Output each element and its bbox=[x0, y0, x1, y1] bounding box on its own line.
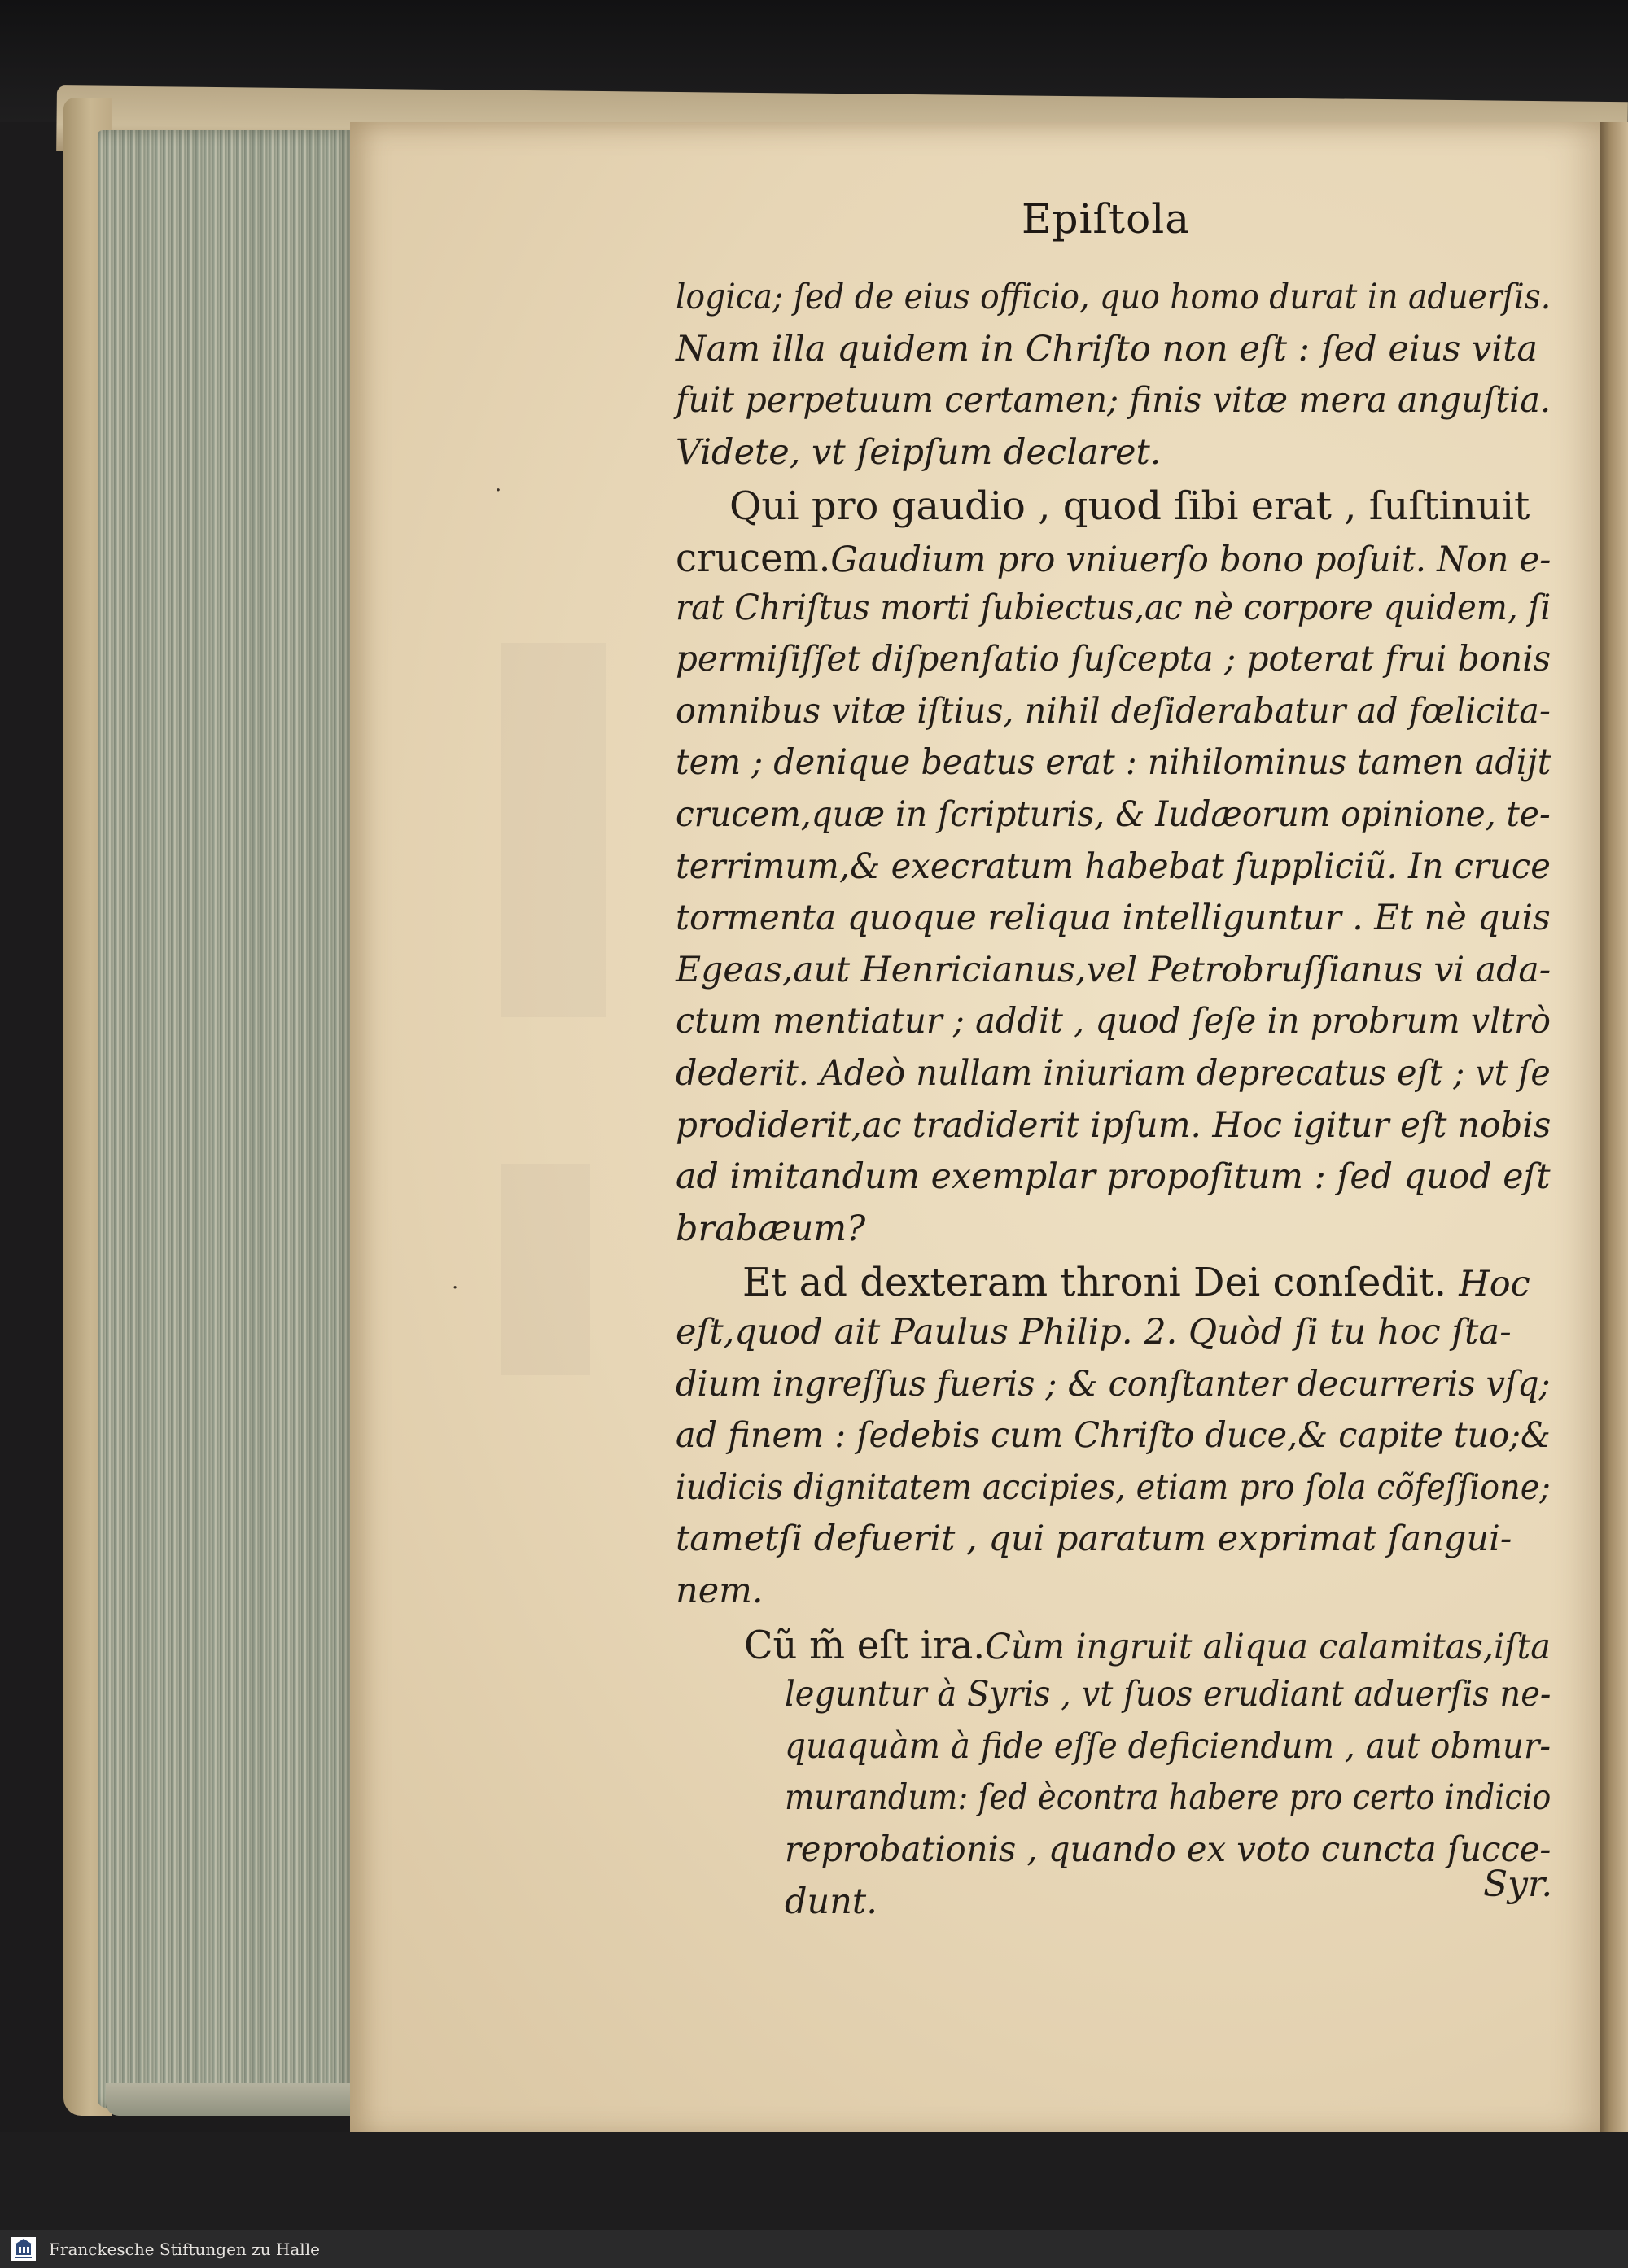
bleed-through-marginalia bbox=[501, 1164, 590, 1375]
commentary-text: tametſi defuerit , qui paratum exprimat ſangui- bbox=[676, 1519, 1512, 1560]
lemma-text: Cũ m̃ eſt ira. bbox=[744, 1622, 986, 1668]
commentary-text: iudicis dignitatem accipies, etiam pro ſola cõfeſſione; bbox=[676, 1466, 1551, 1508]
text-line bbox=[785, 1674, 1551, 1715]
text-line bbox=[676, 1053, 1551, 1094]
commentary-text: dunt. bbox=[785, 1881, 877, 1922]
commentary-text: dium ingreſſus fueris ; & conſtanter decurreris vſq; bbox=[676, 1363, 1551, 1405]
commentary-text: brabæum? bbox=[676, 1208, 866, 1249]
commentary-text: Videte, vt ſeipſum declaret. bbox=[676, 431, 1162, 473]
text-line bbox=[676, 1105, 1551, 1146]
commentary-text: fuit perpetuum certamen; finis vitæ mera anguſtia. bbox=[676, 380, 1551, 422]
text-line bbox=[785, 1777, 1551, 1818]
bleed-through-marginalia bbox=[501, 643, 606, 1017]
text-line bbox=[676, 1571, 764, 1611]
text-line bbox=[676, 691, 1551, 732]
text-line bbox=[676, 1312, 1512, 1352]
text-line bbox=[676, 1156, 1551, 1197]
text-line bbox=[676, 1001, 1551, 1042]
commentary-text: tormenta quoque reliqua intelliguntur . Et nè quis bbox=[676, 898, 1551, 939]
text-line bbox=[676, 639, 1551, 680]
footer-institution-name: Franckesche Stiftungen zu Halle bbox=[49, 2239, 320, 2259]
commentary-text: dederit. Adeò nullam iniuriam deprecatus eſt ; vt ſe bbox=[676, 1053, 1551, 1094]
text-line bbox=[742, 1260, 1530, 1305]
text-line bbox=[785, 1726, 1551, 1767]
text-line bbox=[676, 1467, 1551, 1508]
text-line bbox=[676, 846, 1551, 887]
commentary-text: reprobationis , quando ex voto cuncta ſucce- bbox=[785, 1829, 1551, 1870]
text-line bbox=[676, 1364, 1551, 1405]
text-line bbox=[676, 898, 1551, 938]
text-line bbox=[676, 432, 1161, 473]
text-line bbox=[676, 588, 1551, 628]
backdrop-bottom bbox=[0, 2132, 1628, 2230]
commentary-text: eſt,quod ait Paulus Philip. 2. Quòd ſi tu hoc ſta- bbox=[676, 1312, 1512, 1352]
lemma-text: Qui pro gaudio , quod ſibi erat , ſuſtinuit bbox=[729, 483, 1530, 530]
commentary-text: Hoc bbox=[1459, 1264, 1530, 1305]
commentary-text: leguntur à Syris , vt ſuos erudiant aduerſis ne- bbox=[785, 1674, 1551, 1715]
commentary-text: tem ; denique beatus erat : nihilominus tamen adijt bbox=[676, 742, 1551, 784]
text-line bbox=[744, 1623, 1551, 1668]
text-line bbox=[676, 1208, 865, 1249]
commentary-text: Egeas,aut Henricianus,vel Petrobruſſianus vi ada- bbox=[676, 949, 1551, 990]
commentary-text: Nam illa quidem in Chriſto non eſt : ſed eius vita bbox=[676, 328, 1538, 369]
commentary-text: prodiderit,ac tradiderit ipſum. Hoc igitur eſt nobis bbox=[676, 1104, 1551, 1146]
stray-mark: · bbox=[495, 479, 502, 503]
text-line bbox=[676, 1415, 1551, 1456]
text-line bbox=[676, 1519, 1512, 1559]
stray-mark: · bbox=[452, 1276, 459, 1300]
text-line bbox=[785, 1881, 877, 1922]
text-line bbox=[676, 950, 1551, 990]
text-line bbox=[729, 483, 1530, 529]
footer-bar bbox=[0, 2230, 1628, 2268]
commentary-text: ctum mentiatur ; addit , quod ſeſe in probrum vltrò bbox=[676, 1001, 1551, 1042]
commentary-text: omnibus vitæ iſtius, nihil deſiderabatur ad fœlicita- bbox=[676, 690, 1551, 732]
commentary-text: quaquàm à fide eſſe deficiendum , aut obmur- bbox=[785, 1725, 1551, 1767]
lemma-text: crucem. bbox=[676, 535, 831, 581]
lemma-text: Et ad dexteram throni Dei conſedit. bbox=[742, 1260, 1460, 1306]
page-edge-stack bbox=[98, 130, 358, 2108]
commentary-text: murandum: ſed ècontra habere pro certo indicio bbox=[785, 1777, 1551, 1819]
text-line bbox=[676, 329, 1538, 369]
franckesche-stiftungen-logo-icon bbox=[10, 2235, 37, 2263]
text-line bbox=[676, 742, 1551, 783]
commentary-text: terrimum,& execratum habebat ſuppliciũ. In cruce bbox=[676, 846, 1551, 887]
commentary-text: rat Chriſtus morti ſubiectus,ac nè corpore quidem, ſi bbox=[676, 587, 1551, 628]
catchword: Syr. bbox=[1483, 1864, 1553, 1905]
text-line bbox=[676, 380, 1551, 421]
commentary-text: logica; ſed de eius officio, quo homo durat in aduerſis. bbox=[676, 277, 1551, 317]
commentary-text: nem. bbox=[676, 1571, 764, 1611]
text-line bbox=[676, 277, 1551, 317]
commentary-text: ad finem : ſedebis cum Chriſto duce,& capite tuo;& bbox=[676, 1415, 1551, 1457]
commentary-text: crucem,quæ in ſcripturis, & Iudæorum opinione, te- bbox=[676, 794, 1551, 835]
text-line bbox=[676, 794, 1551, 835]
text-line bbox=[785, 1829, 1551, 1870]
text-line bbox=[676, 535, 1551, 581]
page-edge-bottom bbox=[106, 2083, 391, 2116]
commentary-text: ad imitandum exemplar propoſitum : ſed quod eſt bbox=[676, 1156, 1551, 1198]
commentary-text: Gaudium pro vniuerſo bono poſuit. Non e- bbox=[830, 540, 1551, 580]
commentary-text: Cùm ingruit aliqua calamitas,iſta bbox=[985, 1626, 1551, 1667]
commentary-text: permiſiſſet diſpenſatio ſuſcepta ; poterat frui bonis bbox=[676, 639, 1551, 680]
book-gutter bbox=[1600, 122, 1628, 2140]
running-header: Epiſtola bbox=[1022, 195, 1190, 243]
